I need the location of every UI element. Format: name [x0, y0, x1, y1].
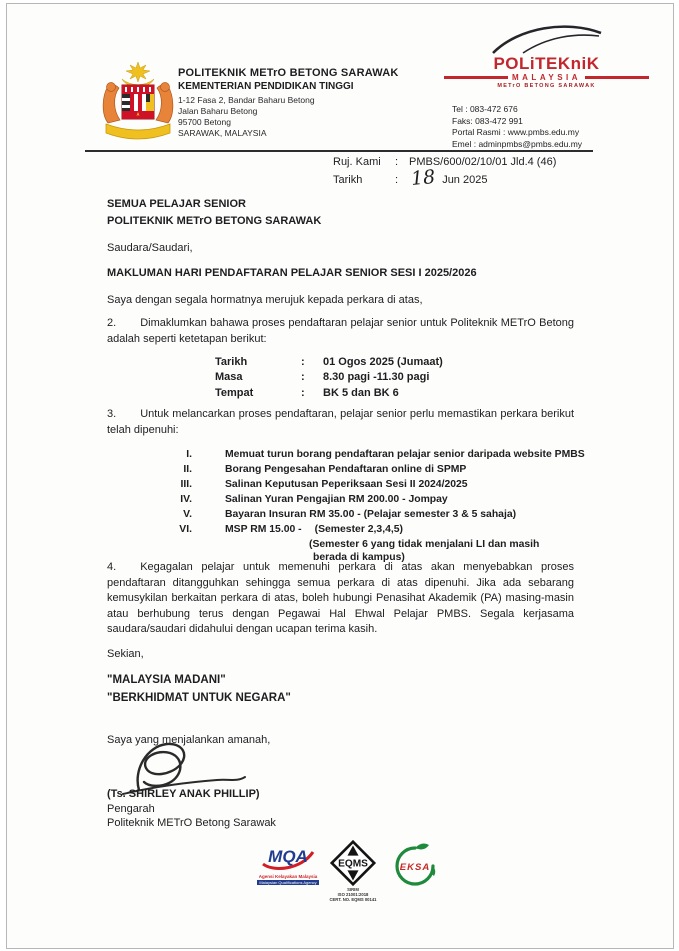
detail-label: Tarikh	[215, 356, 248, 368]
checklist-numeral: V.	[183, 509, 192, 521]
contact-fax: Faks: 083-472 991	[452, 115, 523, 126]
intro-paragraph: Saya dengan segala hormatnya merujuk kepada perkara di atas,	[107, 294, 423, 306]
reference-block	[333, 154, 557, 191]
mqa-logo	[257, 842, 319, 885]
slogan-madani: "MALAYSIA MADANI"	[107, 674, 226, 686]
checklist-subnote: berada di kampus)	[313, 552, 405, 564]
checklist-item	[107, 477, 587, 492]
checklist-item	[107, 492, 587, 507]
detail-value: 01 Ogos 2025 (Jumaat)	[323, 356, 443, 368]
detail-row-masa	[215, 370, 443, 385]
checklist-numeral: I.	[186, 449, 192, 460]
eqms-logo	[325, 839, 381, 903]
mqa-logo-icon	[257, 842, 319, 874]
letter-page	[6, 3, 674, 949]
detail-label: Tempat	[215, 386, 254, 399]
swoosh-icon	[487, 22, 607, 56]
checklist-text: Memuat turun borang pendaftaran pelajar senior daripada website PMBS	[225, 449, 585, 460]
checklist-numeral: III.	[180, 479, 192, 491]
checklist-item	[107, 447, 587, 462]
letterhead-address-line: Jalan Baharu Betong	[178, 106, 258, 116]
tarikh-colon: :	[395, 174, 399, 186]
svg-text:MQA: MQA	[268, 847, 308, 866]
brand-country-row	[444, 73, 649, 82]
detail-colon: :	[301, 371, 305, 384]
paragraph-4-text: Kegagalan pelajar untuk memenuhi perkara di atas akan menyebabkan proses pendaftaran ditangguhkan sehingga semua perkara di atas dipenuhi. Jika ada sebarang kemusykilan berkaitan perkara di atas, boleh hubungi Penasihat Akademik (PA) masing-masin atau berhubung terus dengan Pegawai Hal Ehwal Pelajar PMBS. Segala kerjasama saudara/saudari didahului dengan ucapan terima kasih.	[107, 561, 574, 635]
eksa-logo-icon	[390, 841, 440, 889]
contact-tel: Tel : 083-472 676	[452, 104, 518, 114]
checklist-text: Borang Pengesahan Pendaftaran online di SPMP	[225, 464, 467, 476]
letterhead-address-line: SARAWAK, MALAYSIA	[178, 128, 267, 138]
detail-row-tempat	[215, 386, 443, 401]
registration-details	[215, 355, 443, 401]
checklist-subnote: (Semester 6 yang tidak menjalani LI dan masih	[309, 538, 540, 550]
ruj-colon: :	[395, 156, 399, 168]
brand-rule-right	[585, 76, 649, 79]
contact-block	[452, 104, 582, 150]
subject-line: MAKLUMAN HARI PENDAFTARAN PELAJAR SENIOR SESI I 2025/2026	[107, 267, 477, 279]
mqa-sub-malay: Agensi Kelayakan Malaysia	[258, 874, 318, 879]
checklist-numeral: VI.	[179, 524, 192, 536]
letterhead-text	[178, 67, 399, 139]
tarikh-label: Tarikh	[333, 174, 363, 186]
signer-block	[107, 787, 276, 831]
letterhead-ministry: KEMENTERIAN PENDIDIKAN TINGGI	[178, 81, 354, 92]
tarikh-value: Jun 2025	[442, 174, 488, 186]
ruj-kami-label: Ruj. Kami	[333, 156, 381, 168]
checklist-note: (Semester 2,3,4,5)	[314, 524, 403, 536]
detail-value: BK 5 dan BK 6	[323, 386, 399, 399]
paragraph-3	[107, 407, 574, 438]
slogan-block	[107, 672, 291, 707]
checklist-text: Salinan Keputusan Peperiksaan Sesi II 2024/2025	[225, 479, 468, 491]
paragraph-2	[107, 316, 574, 347]
recipient-block	[107, 196, 574, 229]
contact-email: Emel : adminpmbs@pmbs.edu.my	[452, 138, 583, 149]
detail-row-tarikh	[215, 355, 443, 370]
letterhead-address-line: 1-12 Fasa 2, Bandar Baharu Betong	[178, 95, 315, 105]
checklist-text: Salinan Yuran Pengajian RM 200.00 - Jompay	[225, 494, 448, 506]
detail-colon: :	[301, 356, 305, 368]
eksa-logo	[389, 841, 441, 889]
sekian-line: Sekian,	[107, 648, 144, 660]
signer-name: (Ts. SHIRLEY ANAK PHILLIP)	[107, 788, 260, 800]
checklist-item	[107, 507, 587, 522]
brand-country: MALAYSIA	[511, 73, 582, 82]
paragraph-2-number: 2.	[107, 317, 117, 329]
detail-colon: :	[301, 386, 305, 399]
mqa-sub-english: Malaysian Qualifications Agency	[257, 880, 319, 886]
brand-name: POLiTEKniK	[493, 54, 600, 73]
paragraph-4	[107, 560, 574, 638]
amanah-line: Saya yang menjalankan amanah,	[107, 734, 271, 746]
checklist-item	[107, 462, 587, 477]
checklist-numeral: IV.	[180, 494, 192, 506]
recipient-line: POLITEKNIK METrO BETONG SARAWAK	[107, 214, 322, 227]
politeknik-brand-logo	[444, 22, 649, 89]
requirements-checklist	[107, 447, 587, 565]
paragraph-2-text: Dimaklumkan bahawa proses pendaftaran pelajar senior untuk Politeknik METrO Betong adalah seperti ketetapan berikut:	[107, 317, 574, 345]
svg-text:EQMS: EQMS	[338, 858, 368, 870]
contact-portal: Portal Rasmi : www.pmbs.edu.my	[452, 127, 580, 137]
eqms-logo-icon	[329, 839, 377, 887]
letterhead-address-line: 95700 Betong	[178, 117, 231, 127]
paragraph-3-number: 3.	[107, 408, 117, 420]
paragraph-4-number: 4.	[107, 561, 117, 573]
brand-rule-left	[444, 76, 508, 79]
svg-text:EKSA: EKSA	[399, 862, 431, 873]
slogan-berkhidmat: "BERKHIDMAT UNTUK NEGARA"	[107, 691, 291, 704]
signer-title: Pengarah	[107, 802, 155, 815]
checklist-text: Bayaran Insuran RM 35.00 - (Pelajar semester 3 & 5 sahaja)	[225, 509, 517, 521]
handwritten-date-day: 18	[410, 165, 437, 191]
recipient-line: SEMUA PELAJAR SENIOR	[107, 198, 246, 210]
brand-campus: METrO BETONG SARAWAK	[497, 83, 596, 89]
malaysia-coat-of-arms-icon	[100, 60, 176, 146]
checklist-item	[107, 522, 587, 537]
detail-label: Masa	[215, 371, 243, 384]
eqms-cert-lines: SIRIM ISO 21001:2018 CERT. NO. EQMS 00141	[329, 887, 377, 903]
letterhead-org-name: POLITEKNIK METrO BETONG SARAWAK	[178, 67, 399, 79]
paragraph-3-text: Untuk melancarkan proses pendaftaran, pelajar senior perlu memastikan perkara berikut telah dipenuhi:	[107, 408, 574, 436]
salutation: Saudara/Saudari,	[107, 242, 193, 254]
checklist-text: MSP RM 15.00 - (Semester 2,3,4,5)	[225, 524, 403, 536]
detail-value: 8.30 pagi -11.30 pagi	[323, 371, 430, 384]
signer-org: Politeknik METrO Betong Sarawak	[107, 817, 276, 829]
header-divider	[85, 150, 593, 152]
ruj-kami-value: PMBS/600/02/10/01 Jld.4 (46)	[409, 156, 557, 168]
checklist-numeral: II.	[183, 464, 192, 476]
